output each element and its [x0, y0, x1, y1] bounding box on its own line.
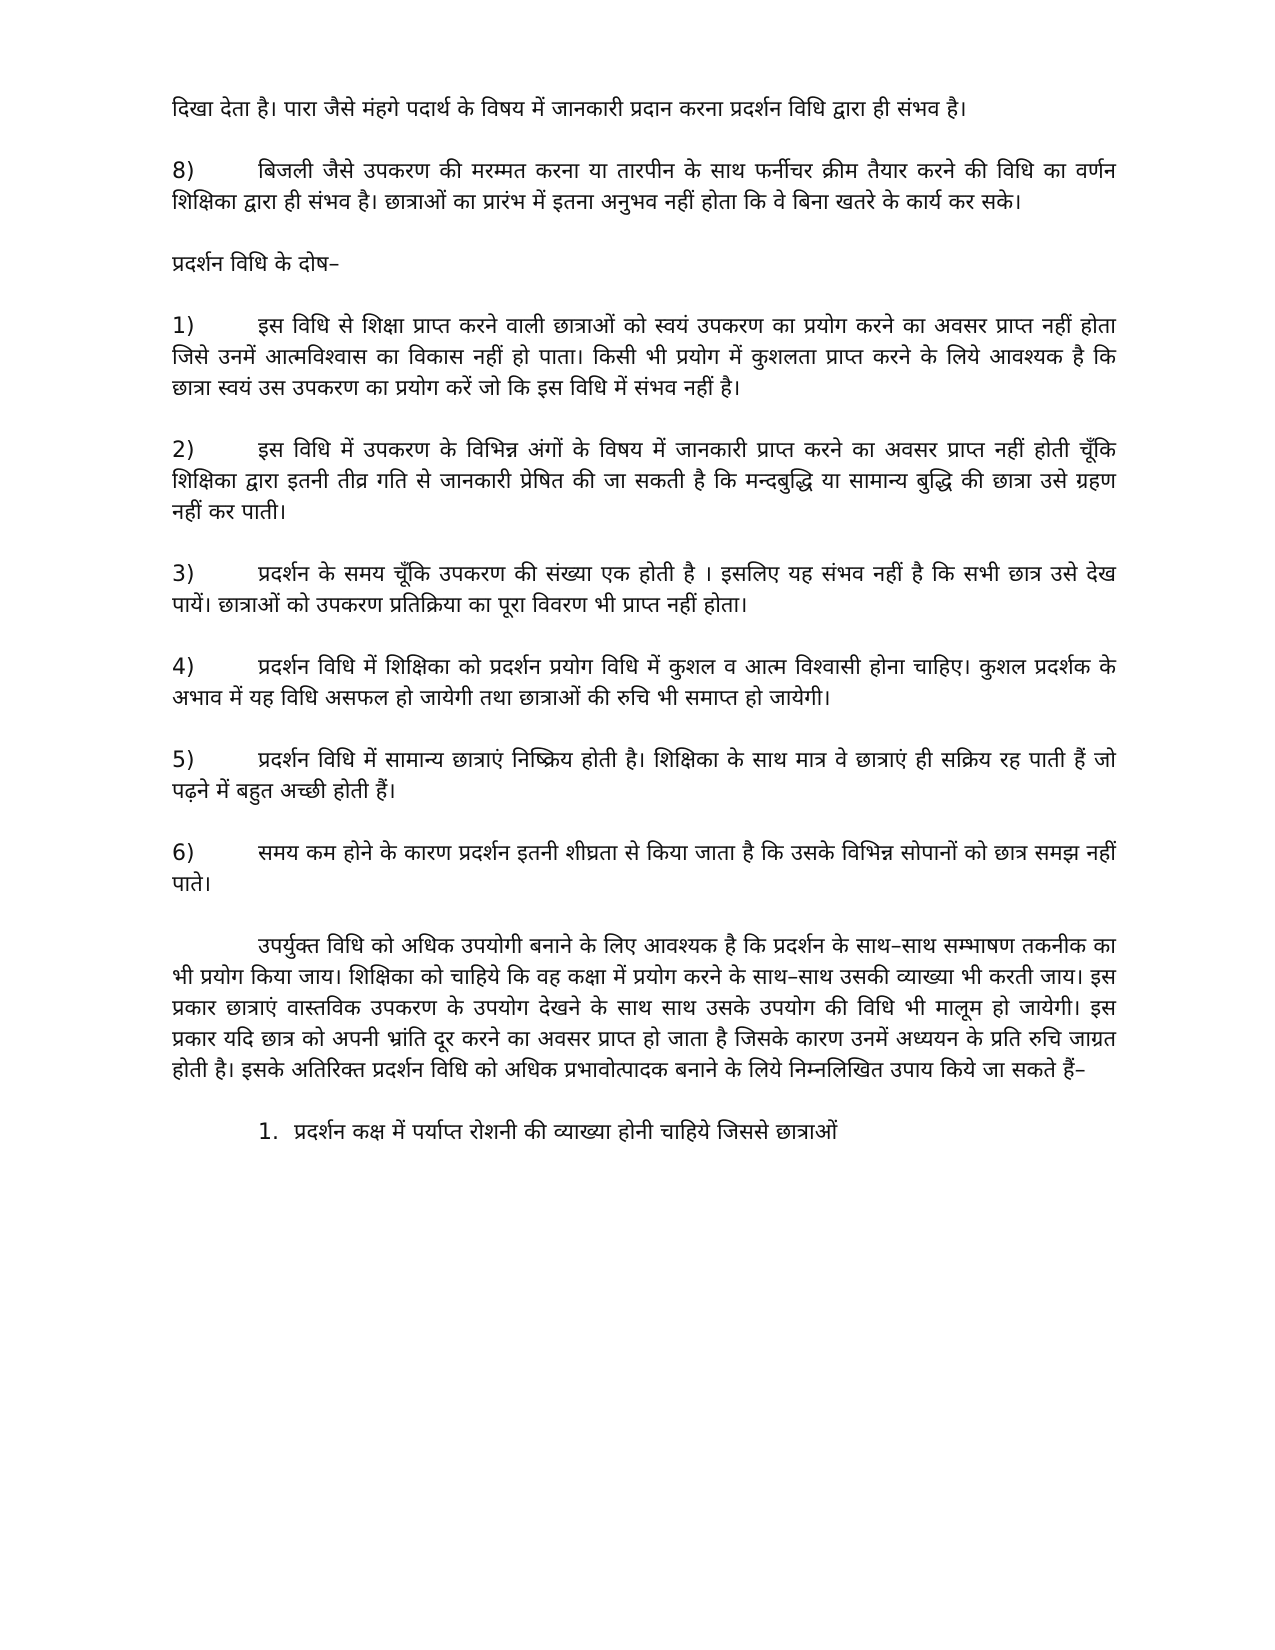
drawback-6	[172, 838, 1116, 900]
paragraph-text: प्रदर्शन विधि में शिक्षिका को प्रदर्शन प्रयोग विधि में कुशल व आत्म विश्वासी होना चाहिए। कुशल प्रदर्शक के अभाव में यह विधि असफल हो जायेगी तथा छात्राओं की रुचि भी समाप्त हो जायेगी।	[172, 655, 1116, 711]
paragraph-text: प्रदर्शन विधि में सामान्य छात्राएं निष्क्रिय होती है। शिक्षिका के साथ मात्र वे छात्राएं ही सक्रिय रह पाती हैं जो पढ़ने में बहुत अच्छी होती हैं।	[172, 748, 1116, 804]
point-number: 4)	[172, 655, 195, 680]
paragraph-summary	[172, 931, 1116, 1086]
document-page	[172, 94, 1116, 1148]
list-item	[172, 1117, 1116, 1148]
paragraph-text: बिजली जैसे उपकरण की मरम्मत करना या तारपीन के साथ फर्नीचर क्रीम तैयार करने की विधि का वर्णन शिक्षिका द्वारा ही संभव है। छात्राओं का प्रारंभ में इतना अनुभव नहीं होता कि वे बिना खतरे के कार्य कर सके।	[172, 159, 1116, 215]
point-number: 2)	[172, 438, 195, 463]
point-number: 3)	[172, 562, 195, 587]
point-number: 1)	[172, 314, 195, 339]
paragraph-intro	[172, 94, 1116, 125]
drawback-4	[172, 652, 1116, 714]
drawback-3	[172, 559, 1116, 621]
paragraph-text: इस विधि से शिक्षा प्राप्त करने वाली छात्राओं को स्वयं उपकरण का प्रयोग करने का अवसर प्राप्त नहीं होता जिसे उनमें आत्मविश्वास का विकास नहीं हो पाता। किसी भी प्रयोग में कुशलता प्राप्त करने के लिये आवश्यक है कि छात्रा स्वयं उस उपकरण का प्रयोग करें जो कि इस विधि में संभव नहीं है।	[172, 314, 1116, 401]
list-number: 1.	[258, 1120, 279, 1145]
point-number: 6)	[172, 841, 195, 866]
section-heading	[172, 249, 1116, 280]
point-number: 5)	[172, 748, 195, 773]
paragraph-text: समय कम होने के कारण प्रदर्शन इतनी शीघ्रता से किया जाता है कि उसके विभिन्न सोपानों को छात्र समझ नहीं पाते।	[172, 841, 1116, 897]
paragraph-text: दिखा देता है। पारा जैसे मंहगे पदार्थ के विषय में जानकारी प्रदान करना प्रदर्शन विधि द्वारा ही संभव है।	[172, 97, 967, 122]
list-item-text: प्रदर्शन कक्ष में पर्याप्त रोशनी की व्याख्या होनी चाहिये जिससे छात्राओं	[294, 1120, 838, 1145]
paragraph-text: प्रदर्शन के समय चूँकि उपकरण की संख्या एक होती है । इसलिए यह संभव नहीं है कि सभी छात्र उसे देख पायें। छात्राओं को उपकरण प्रतिक्रिया का पूरा विवरण भी प्राप्त नहीं होता।	[172, 562, 1116, 618]
paragraph-text: उपर्युक्त विधि को अधिक उपयोगी बनाने के लिए आवश्यक है कि प्रदर्शन के साथ–साथ सम्भाषण तकनीक का भी प्रयोग किया जाय। शिक्षिका को चाहिये कि वह कक्षा में प्रयोग करने के साथ–साथ उसकी व्याख्या भी करती जाय। इस प्रकार छात्राएं वास्तविक उपकरण के उपयोग देखने के साथ साथ उसके उपयोग की विधि भी मालूम हो जायेगी। इस प्रकार यदि छात्र को अपनी भ्रांति दूर करने का अवसर प्राप्त हो जाता है जिसके कारण उनमें अध्ययन के प्रति रुचि जाग्रत होती है। इसके अतिरिक्त प्रदर्शन विधि को अधिक प्रभावोत्पादक बनाने के लिये निम्नलिखित उपाय किये जा सकते हैं–	[172, 934, 1116, 1083]
heading-text: प्रदर्शन विधि के दोष–	[172, 252, 340, 277]
drawback-1	[172, 311, 1116, 404]
drawback-2	[172, 435, 1116, 528]
paragraph-text: इस विधि में उपकरण के विभिन्न अंगों के विषय में जानकारी प्राप्त करने का अवसर प्राप्त नहीं होती चूँकि शिक्षिका द्वारा इतनी तीव्र गति से जानकारी प्रेषित की जा सकती है कि मन्दबुद्धि या सामान्य बुद्धि की छात्रा उसे ग्रहण नहीं कर पाती।	[172, 438, 1116, 525]
paragraph-point-8	[172, 156, 1116, 218]
drawback-5	[172, 745, 1116, 807]
point-number: 8)	[172, 159, 195, 184]
